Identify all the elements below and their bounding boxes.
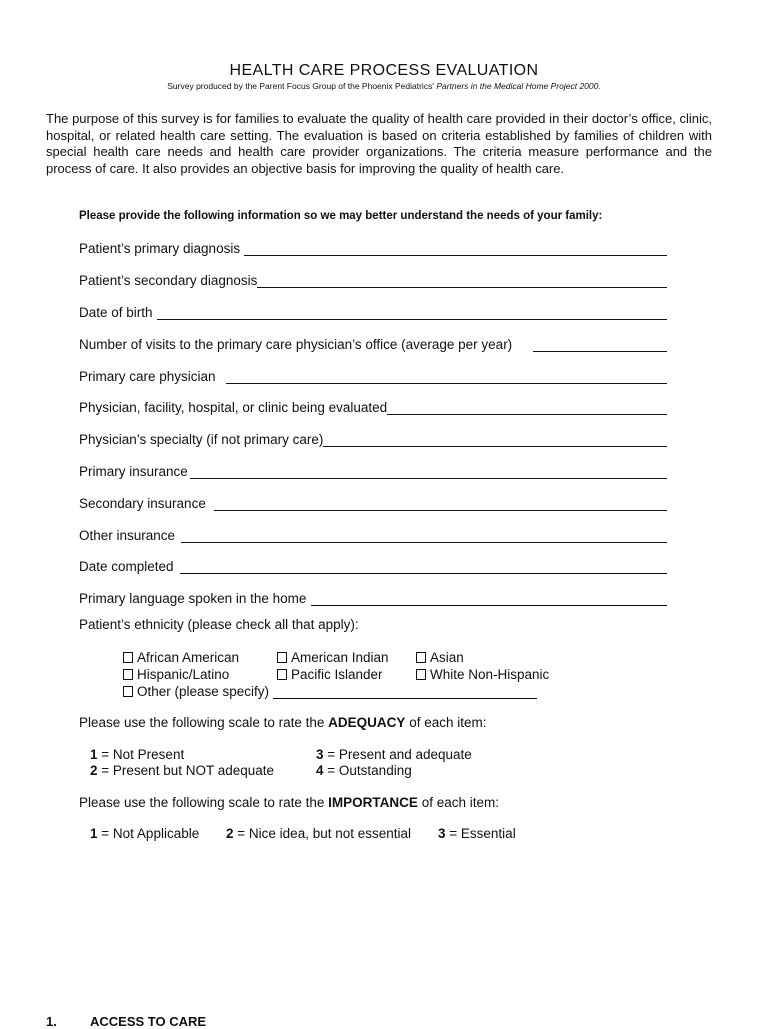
field-label: Primary language spoken in the home (79, 591, 307, 606)
subtitle-text: Survey produced by the Parent Focus Group of the Phoenix Pediatrics' (167, 81, 434, 91)
scale-keyword: ADEQUACY (328, 715, 406, 730)
adequacy-scale-item (90, 763, 274, 778)
field-label: Physician’s specialty (if not primary care) (79, 432, 324, 447)
scale-text: = Nice idea, but not essential (237, 826, 412, 841)
subtitle-project: Partners in the Medical Home Project 2000. (436, 81, 601, 91)
importance-scale-item (90, 826, 199, 841)
option-label: Asian (430, 650, 464, 665)
scale-text: = Not Applicable (101, 826, 200, 841)
field-label: Patient’s secondary diagnosis (79, 273, 258, 288)
scale-number: 3 (438, 826, 446, 841)
page-title: HEALTH CARE PROCESS EVALUATION (229, 62, 539, 79)
scale-suffix: of each item: (409, 715, 487, 730)
field-label: Physician, facility, hospital, or clinic being evaluated (79, 400, 388, 415)
secondary-insurance-field[interactable] (79, 493, 667, 511)
scale-keyword: IMPORTANCE (328, 795, 418, 810)
importance-scale-item (226, 826, 411, 841)
ethnicity-option-asian[interactable] (416, 650, 464, 665)
scale-text: = Present but NOT adequate (101, 763, 275, 778)
physician-specialty-field[interactable] (79, 429, 667, 447)
option-label: African American (137, 650, 240, 665)
option-label: Pacific Islander (291, 667, 383, 682)
answer-line[interactable] (323, 432, 667, 447)
field-label: Patient’s primary diagnosis (79, 241, 241, 256)
checkbox[interactable] (123, 652, 133, 663)
checkbox[interactable] (123, 669, 133, 680)
page-subtitle (0, 81, 768, 91)
visits-per-year-field[interactable] (79, 334, 667, 352)
checkbox[interactable] (416, 669, 426, 680)
adequacy-scale-item (90, 747, 184, 762)
answer-line[interactable] (226, 369, 667, 384)
scale-number: 3 (316, 747, 324, 762)
scale-prefix: Please use the following scale to rate the (79, 795, 325, 810)
other-insurance-field[interactable] (79, 525, 667, 543)
ethnicity-option-hispanic-latino[interactable] (123, 667, 229, 682)
ethnicity-option-american-indian[interactable] (277, 650, 389, 665)
section-title: ACCESS TO CARE (90, 1014, 207, 1029)
section-number: 1. (46, 1014, 57, 1029)
checkbox[interactable] (416, 652, 426, 663)
ethnicity-label: Patient’s ethnicity (please check all that apply): (79, 617, 359, 632)
scale-text: = Outstanding (327, 763, 412, 778)
adequacy-scale-instruction (79, 715, 487, 730)
answer-line[interactable] (311, 591, 667, 606)
ethnicity-option-white-non-hispanic[interactable] (416, 667, 549, 682)
answer-line[interactable] (533, 337, 667, 352)
answer-line[interactable] (181, 528, 667, 543)
scale-number: 1 (90, 747, 98, 762)
answer-line[interactable] (244, 241, 667, 256)
ethnicity-option-pacific-islander[interactable] (277, 667, 383, 682)
answer-line[interactable] (190, 464, 667, 479)
adequacy-scale-item (316, 763, 412, 778)
scale-number: 2 (90, 763, 98, 778)
adequacy-scale-item (316, 747, 472, 762)
field-label: Secondary insurance (79, 496, 206, 511)
scale-number: 2 (226, 826, 234, 841)
checkbox[interactable] (123, 686, 133, 697)
option-label: Hispanic/Latino (137, 667, 230, 682)
ethnicity-option-african-american[interactable] (123, 650, 239, 665)
checkbox[interactable] (277, 669, 287, 680)
primary-care-physician-field[interactable] (79, 366, 667, 384)
option-label: Other (please specify) (137, 684, 270, 699)
scale-prefix: Please use the following scale to rate the (79, 715, 325, 730)
field-label: Date of birth (79, 305, 153, 320)
field-label: Other insurance (79, 528, 176, 543)
other-specify-line[interactable] (273, 685, 537, 699)
option-label: American Indian (291, 650, 389, 665)
field-label: Primary insurance (79, 464, 188, 479)
date-completed-field[interactable] (79, 556, 667, 574)
scale-text: = Essential (449, 826, 516, 841)
primary-language-field[interactable] (79, 588, 667, 606)
answer-line[interactable] (257, 273, 667, 288)
instructions: Please provide the following information so we may better understand the needs of your family: (79, 210, 603, 222)
option-label: White Non-Hispanic (430, 667, 550, 682)
ethnicity-option-other[interactable] (123, 684, 537, 699)
primary-insurance-field[interactable] (79, 461, 667, 479)
primary-diagnosis-field[interactable] (79, 238, 667, 256)
answer-line[interactable] (157, 305, 667, 320)
field-label: Primary care physician (79, 369, 216, 384)
importance-scale-item (438, 826, 516, 841)
scale-number: 1 (90, 826, 98, 841)
answer-line[interactable] (387, 400, 667, 415)
importance-scale-instruction (79, 795, 499, 810)
checkbox[interactable] (277, 652, 287, 663)
scale-text: = Not Present (101, 747, 185, 762)
field-label: Number of visits to the primary care physician’s office (average per year) (79, 337, 513, 352)
answer-line[interactable] (180, 559, 667, 574)
scale-text: = Present and adequate (327, 747, 472, 762)
scale-suffix: of each item: (421, 795, 499, 810)
intro-paragraph: The purpose of this survey is for families to evaluate the quality of health care provided in their doctor’s office, clinic, hospital, or related health care setting. The evaluation is based on criteria established by families of children with special health care needs and health care provider organizations. The criteria measure performance and the process of care. It also provides an objective basis for improving the quality of health care. (46, 111, 712, 176)
answer-line[interactable] (214, 496, 667, 511)
field-label: Date completed (79, 559, 174, 574)
evaluated-provider-field[interactable] (79, 397, 667, 415)
date-of-birth-field[interactable] (79, 302, 667, 320)
secondary-diagnosis-field[interactable] (79, 270, 667, 288)
scale-number: 4 (316, 763, 324, 778)
